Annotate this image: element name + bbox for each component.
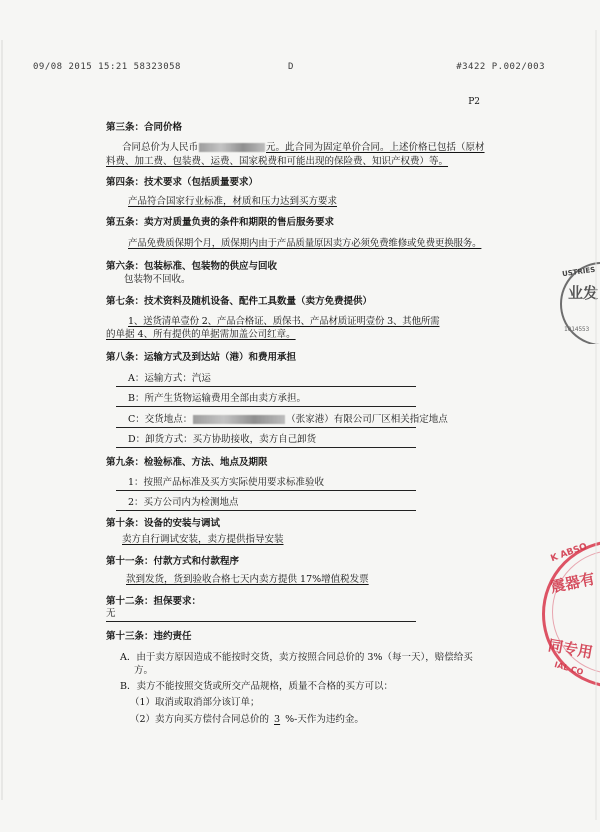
fax-header-right: #3422 P.002/003 (456, 62, 545, 72)
fax-header-mid: D (288, 62, 294, 72)
section-10-line-1: 卖方自行调试安装，卖方提供指导安装 (122, 534, 284, 545)
contract-seal-text-bottom: IAL CO (553, 660, 585, 677)
section-8-title: 第八条：运输方式及到达站（港）和费用承担 (106, 352, 297, 363)
section-8-item-d: D：卸货方式：买方协助接收，卖方自己卸货 (128, 434, 317, 445)
contract-seal-partial (538, 538, 600, 690)
section-4-line-1: 产品符合国家行业标准，材质和压力达到买方要求 (128, 196, 338, 207)
section-9-title: 第九条：检验标准、方法、地点及期限 (106, 457, 268, 468)
section-3-line-1 (122, 142, 485, 154)
section-12-title: 第十二条：担保要求： (106, 596, 202, 607)
section-7-line-2: 的单据 4、所有提供的单据需加盖公司红章。 (106, 329, 296, 340)
section-13-item-b: B．卖方不能按照交货或所交产品规格，质量不合格的买方可以： (120, 681, 393, 692)
section-13-item-b1: （1）取消或取消部分该订单； (130, 697, 260, 708)
section-9-line-1: 1：按照产品标准及买方实际使用要求标准验收 (128, 477, 325, 488)
redacted-company (193, 415, 285, 424)
section-7-line-1: 1、送货清单壹份 2、产品合格证、质保书、产品材质证明壹份 3、其他所需 (128, 316, 440, 327)
section-3-text-a: 合同总价为人民币 (122, 142, 199, 153)
section-8-item-c (128, 414, 448, 426)
section-8-item-a: A：运输方式：汽运 (128, 373, 211, 384)
section-12-rule (106, 621, 416, 622)
section-6-line-1: 包装物不回收。 (124, 274, 191, 285)
section-9-line-2: 2：买方公司内为检测地点 (128, 497, 239, 508)
company-stamp-number: 1014553 (564, 326, 590, 333)
fax-header-left: 09/08 2015 15:21 58323058 (33, 62, 181, 72)
section-13-item-b2-text-a: （2）卖方向买方偿付合同总价的 (130, 714, 270, 725)
section-8-item-d-rule (116, 447, 416, 448)
company-stamp-text-top: USTRIES (561, 265, 596, 279)
company-stamp-partial (554, 262, 600, 344)
section-13-item-a-line-1: A．由于卖方原因造成不能按时交货，卖方按照合同总价的 3%（每一天），赔偿给买 (120, 652, 473, 663)
section-13-item-a-line-2: 方。 (134, 665, 154, 676)
contract-seal-text-mid: 震器有 (548, 569, 597, 597)
section-10-title: 第十条：设备的安装与调试 (106, 518, 221, 529)
section-8-item-b-rule (116, 406, 416, 407)
section-5-title: 第五条：卖方对质量负责的条件和期限的售后服务要求 (106, 217, 335, 228)
section-3-line-2: 料费、加工费、包装费、运费、国家税费和可能出现的保险费、知识产权费）等。 (106, 156, 449, 167)
section-8-item-c-label: C：交货地点： (128, 414, 193, 425)
section-8-item-c-rule (116, 427, 416, 428)
section-12-line-1: 无 (106, 608, 116, 619)
contract-seal-text-low: 同专用 (546, 636, 595, 662)
section-8-item-b: B：所产生货物运输费用全部由卖方承担。 (128, 393, 306, 404)
section-6-title: 第六条：包装标准、包装物的供应与回收 (106, 261, 278, 272)
section-8-item-c-text: （张家港）有限公司厂区相关指定地点 (286, 414, 448, 425)
section-11-title: 第十一条：付款方式和付款程序 (106, 556, 240, 567)
section-3-title: 第三条：合同价格 (106, 122, 183, 133)
section-13-item-b2 (130, 714, 364, 726)
section-7-title: 第七条：技术资料及随机设备、配件工具数量（卖方免费提供） (106, 296, 373, 307)
section-9-line-1-rule (116, 490, 416, 491)
page-number: P2 (468, 97, 480, 107)
company-stamp-text-mid: 业发 (568, 284, 599, 302)
section-5-line-1: 产品免费质保期个月，质保期内由于产品质量原因卖方必须免费维修或免费更换服务。 (128, 238, 482, 249)
section-9-line-2-rule (116, 510, 416, 511)
section-11-line-1: 款到发货，货到验收合格七天内卖方提供 17%增值税发票 (126, 574, 369, 585)
section-8-item-a-rule (116, 386, 416, 387)
section-13-title: 第十三条：违约责任 (106, 631, 192, 642)
redacted-amount (199, 143, 265, 152)
contract-seal-text-top: K ABSO (549, 541, 589, 565)
section-13-item-b2-text-b: %-天作为违约金。 (285, 714, 364, 725)
penalty-percent-value: 3 (274, 714, 281, 725)
section-3-text-b: 元。此合同为固定单价合同。上述价格已包括（原材 (266, 142, 485, 153)
section-4-title: 第四条：技术要求（包括质量要求） (106, 177, 259, 188)
